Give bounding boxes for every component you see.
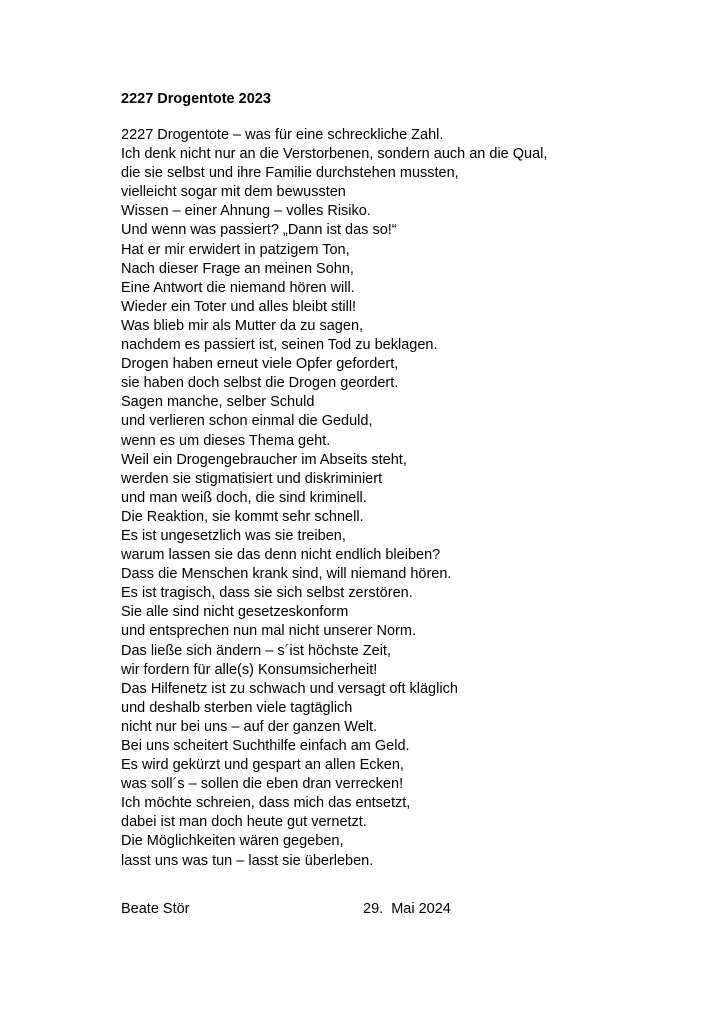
poem-line: Das ließe sich ändern – s´ist höchste Zeit, bbox=[121, 642, 391, 659]
poem-line: Die Reaktion, sie kommt sehr schnell. bbox=[121, 508, 364, 525]
poem-line: Es ist tragisch, dass sie sich selbst zerstören. bbox=[121, 585, 413, 602]
poem-line: Hat er mir erwidert in patzigem Ton, bbox=[121, 241, 350, 258]
poem-line: Es wird gekürzt und gespart an allen Ecken, bbox=[121, 757, 404, 774]
poem-line: Ich denk nicht nur an die Verstorbenen, sondern auch an die Qual, bbox=[121, 146, 548, 163]
poem-line: Wissen – einer Ahnung – volles Risiko. bbox=[121, 203, 371, 220]
poem-line: Drogen haben erneut viele Opfer gefordert, bbox=[121, 356, 399, 373]
poem-line: Sie alle sind nicht gesetzeskonform bbox=[121, 604, 349, 621]
poem-line: wir fordern für alle(s) Konsumsicherheit! bbox=[121, 661, 378, 678]
poem-line: Wieder ein Toter und alles bleibt still! bbox=[121, 298, 357, 315]
poem-line: wenn es um dieses Thema geht. bbox=[121, 432, 331, 449]
poem-line: und entsprechen nun mal nicht unserer Norm. bbox=[121, 623, 416, 640]
poem-line: Eine Antwort die niemand hören will. bbox=[121, 279, 355, 296]
poem-line: werden sie stigmatisiert und diskriminiert bbox=[121, 470, 383, 487]
poem-line: Es ist ungesetzlich was sie treiben, bbox=[121, 527, 346, 544]
poem-line: die sie selbst und ihre Familie durchstehen mussten, bbox=[121, 165, 459, 182]
poem-line: nachdem es passiert ist, seinen Tod zu beklagen. bbox=[121, 337, 438, 354]
poem-line: nicht nur bei uns – auf der ganzen Welt. bbox=[121, 718, 378, 735]
poem-line: Die Möglichkeiten wären gegeben, bbox=[121, 833, 344, 850]
poem-line: lasst uns was tun – lasst sie überleben. bbox=[121, 852, 374, 869]
poem-line: Was blieb mir als Mutter da zu sagen, bbox=[121, 317, 364, 334]
poem-line: Das Hilfenetz ist zu schwach und versagt oft kläglich bbox=[121, 680, 458, 697]
poem-line: Und wenn was passiert? „Dann ist das so!“ bbox=[121, 222, 397, 239]
poem-line: Ich möchte schreien, dass mich das entsetzt, bbox=[121, 795, 411, 812]
poem-line: sie haben doch selbst die Drogen geordert. bbox=[121, 375, 399, 392]
poem-line: Nach dieser Frage an meinen Sohn, bbox=[121, 260, 354, 277]
poem-body bbox=[121, 126, 641, 871]
poem-line: Dass die Menschen krank sind, will niemand hören. bbox=[121, 566, 452, 583]
poem-line: warum lassen sie das denn nicht endlich bleiben? bbox=[121, 547, 441, 564]
poem-line: dabei ist man doch heute gut vernetzt. bbox=[121, 814, 367, 831]
document-title: 2227 Drogentote 2023 bbox=[121, 91, 271, 107]
poem-line: was soll´s – sollen die eben dran verrecken! bbox=[121, 776, 404, 793]
author-signature: Beate Stör bbox=[121, 901, 190, 917]
poem-line: 2227 Drogentote – was für eine schreckliche Zahl. bbox=[121, 127, 444, 143]
poem-line: und verlieren schon einmal die Geduld, bbox=[121, 413, 373, 430]
poem-line: und deshalb sterben viele tagtäglich bbox=[121, 699, 353, 716]
poem-line: Bei uns scheitert Suchthilfe einfach am Geld. bbox=[121, 738, 410, 754]
poem-line: Sagen manche, selber Schuld bbox=[121, 394, 315, 411]
poem-line: Weil ein Drogengebraucher im Abseits steht, bbox=[121, 451, 407, 468]
poem-line: und man weiß doch, die sind kriminell. bbox=[121, 489, 367, 506]
poem-line: vielleicht sogar mit dem bewussten bbox=[121, 184, 346, 201]
document-date: 29. Mai 2024 bbox=[363, 901, 451, 917]
